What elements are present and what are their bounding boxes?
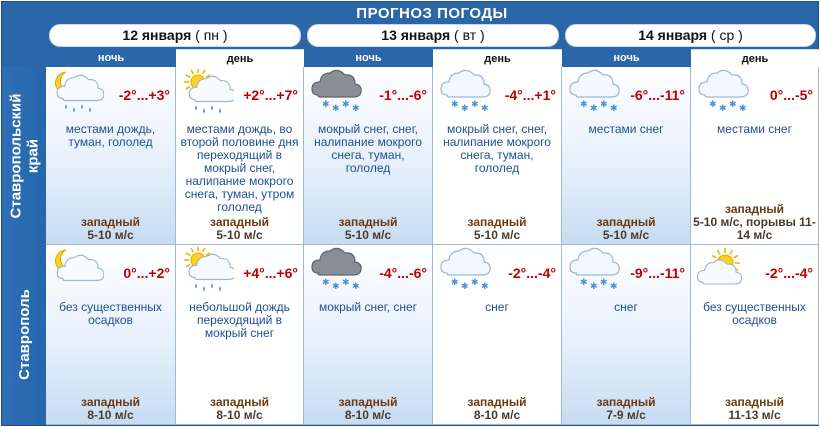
temperature-range: 0°...-5° bbox=[769, 87, 813, 103]
temperature-range: +4°...+6° bbox=[243, 265, 298, 281]
wind-speed: 5-10 м/с, порывы 11-14 м/с bbox=[693, 215, 816, 242]
period-night-header: ночь bbox=[562, 49, 691, 67]
dark-cloud-sleet-icon bbox=[308, 69, 362, 115]
wind-direction: западный bbox=[725, 202, 784, 216]
region-name-line1: Ставрополь bbox=[15, 288, 33, 380]
wind-direction: западный bbox=[81, 395, 140, 409]
date-header bbox=[49, 24, 301, 47]
wind-direction: западный bbox=[81, 215, 140, 229]
wind-direction: западный bbox=[467, 215, 527, 229]
wind-info bbox=[306, 216, 430, 242]
forecast-cell bbox=[562, 245, 691, 425]
temperature-range: -2°...+3° bbox=[118, 87, 170, 103]
forecast-table bbox=[1, 1, 819, 426]
wind-info bbox=[178, 216, 301, 242]
region-name bbox=[16, 289, 33, 380]
weather-description: без существенных осадков bbox=[703, 300, 806, 327]
svg-text:✱: ✱ bbox=[352, 104, 360, 114]
forecast-cell bbox=[46, 67, 176, 245]
forecast-cell bbox=[304, 245, 433, 425]
wind-speed: 5-10 м/с bbox=[216, 228, 263, 242]
wind-speed: 8-10 м/с bbox=[216, 408, 263, 422]
weather-description: без существенных осадков bbox=[59, 300, 162, 327]
wind-speed: 8-10 м/с bbox=[344, 408, 392, 422]
svg-text:✱: ✱ bbox=[580, 100, 588, 110]
dark-cloud-sleet-icon bbox=[308, 247, 362, 293]
svg-text:✱: ✱ bbox=[719, 104, 727, 114]
svg-text:✱: ✱ bbox=[610, 104, 618, 114]
cloud-snow-icon bbox=[437, 69, 491, 115]
wind-speed: 8-10 м/с bbox=[473, 408, 521, 422]
sun-cloud-rain-icon bbox=[180, 247, 234, 293]
wind-info bbox=[306, 396, 430, 422]
sun-cloud-rain-icon bbox=[180, 69, 234, 115]
weather-description: местами дождь, во второй половине дня переходящий в мокрый снег, налипание мокрого снега, туман, утром гололед bbox=[180, 122, 299, 214]
weather-description: небольшой дождь переходящий в мокрый снег bbox=[189, 300, 290, 340]
temperature-range: -9°...-11° bbox=[630, 265, 685, 281]
weather-description: снег bbox=[485, 300, 509, 314]
region-name bbox=[7, 94, 41, 219]
wind-speed: 7-9 м/с bbox=[606, 408, 646, 422]
forecast-cell bbox=[176, 245, 304, 425]
svg-text:✱: ✱ bbox=[342, 100, 350, 110]
wind-speed: 5-10 м/с bbox=[602, 228, 650, 242]
svg-text:✱: ✱ bbox=[471, 100, 479, 110]
wind-direction: западный bbox=[338, 395, 398, 409]
weekday-label: ( ср ) bbox=[710, 27, 743, 43]
date-header bbox=[565, 24, 816, 47]
temperature-range: +2°...+7° bbox=[243, 87, 298, 103]
wind-direction: западный bbox=[467, 395, 527, 409]
svg-text:✱: ✱ bbox=[461, 282, 469, 292]
period-day-header: день bbox=[433, 49, 562, 67]
cloud-snow-icon bbox=[695, 69, 749, 115]
wind-info bbox=[435, 216, 559, 242]
svg-text:✱: ✱ bbox=[580, 278, 588, 288]
wind-direction: западный bbox=[210, 395, 269, 409]
forecast-cell bbox=[691, 67, 819, 245]
weather-description: снег bbox=[614, 300, 638, 314]
svg-text:✱: ✱ bbox=[461, 104, 469, 114]
svg-text:✱: ✱ bbox=[322, 278, 330, 288]
forecast-cell bbox=[562, 67, 691, 245]
region-name-line2: край bbox=[24, 138, 41, 174]
svg-text:✱: ✱ bbox=[451, 100, 459, 110]
svg-text:✱: ✱ bbox=[729, 100, 737, 110]
region-name-line1: Ставропольский bbox=[7, 93, 24, 219]
wind-direction: западный bbox=[338, 215, 398, 229]
weather-description: мокрый снег, снег, налипание мокрого снега, туман, гололед bbox=[443, 122, 551, 175]
svg-text:✱: ✱ bbox=[590, 104, 598, 114]
wind-info bbox=[178, 396, 301, 422]
weekday-label: ( пн ) bbox=[195, 27, 228, 43]
weather-description: местами дождь, туман, гололед bbox=[65, 122, 156, 149]
svg-text:✱: ✱ bbox=[332, 282, 340, 292]
region-label bbox=[2, 67, 46, 245]
period-night-header: ночь bbox=[304, 49, 433, 67]
svg-text:✱: ✱ bbox=[332, 104, 340, 114]
wind-speed: 5-10 м/с bbox=[344, 228, 392, 242]
svg-text:✱: ✱ bbox=[322, 100, 330, 110]
temperature-range: -6°...-11° bbox=[630, 87, 685, 103]
wind-direction: западный bbox=[210, 215, 269, 229]
svg-text:✱: ✱ bbox=[342, 278, 350, 288]
svg-text:✱: ✱ bbox=[590, 282, 598, 292]
wind-info bbox=[693, 203, 816, 242]
svg-text:✱: ✱ bbox=[709, 100, 717, 110]
wind-direction: западный bbox=[725, 395, 784, 409]
cloud-snow-icon bbox=[566, 69, 620, 115]
svg-text:✱: ✱ bbox=[600, 278, 608, 288]
sun-cloud-icon bbox=[695, 247, 749, 293]
date-label: 12 января bbox=[122, 27, 192, 43]
svg-text:✱: ✱ bbox=[739, 104, 747, 114]
period-day-header: день bbox=[691, 49, 819, 67]
svg-text:✱: ✱ bbox=[481, 104, 489, 114]
weather-description: местами снег bbox=[588, 122, 664, 136]
svg-text:✱: ✱ bbox=[352, 282, 360, 292]
wind-direction: западный bbox=[596, 215, 656, 229]
date-header bbox=[307, 24, 559, 47]
period-night-header: ночь bbox=[46, 49, 176, 67]
wind-info bbox=[48, 216, 173, 242]
wind-speed: 11-13 м/с bbox=[728, 408, 781, 422]
temperature-range: -4°...-6° bbox=[379, 265, 427, 281]
temperature-range: -1°...-6° bbox=[379, 87, 427, 103]
wind-speed: 5-10 м/с bbox=[473, 228, 521, 242]
forecast-cell bbox=[176, 67, 304, 245]
region-label bbox=[2, 244, 46, 424]
period-day-header: день bbox=[176, 49, 304, 67]
cloud-snow-icon bbox=[566, 247, 620, 293]
weather-description: мокрый снег, снег, налипание мокрого снега, туман, гололед bbox=[314, 122, 422, 175]
wind-info bbox=[435, 396, 559, 422]
forecast-cell bbox=[46, 245, 176, 425]
temperature-range: -2°...-4° bbox=[765, 265, 813, 281]
date-label: 13 января bbox=[381, 27, 451, 43]
cloud-snow-icon bbox=[437, 247, 491, 293]
moon-cloud-icon bbox=[50, 247, 104, 293]
wind-info bbox=[693, 396, 816, 422]
weekday-label: ( вт ) bbox=[454, 27, 485, 43]
wind-info bbox=[48, 396, 173, 422]
svg-text:✱: ✱ bbox=[600, 100, 608, 110]
moon-cloud-rain-icon bbox=[50, 69, 104, 115]
wind-speed: 5-10 м/с bbox=[87, 228, 134, 242]
svg-text:✱: ✱ bbox=[471, 278, 479, 288]
weather-description: местами снег bbox=[717, 122, 792, 136]
date-label: 14 января bbox=[638, 27, 708, 43]
temperature-range: 0°...+2° bbox=[123, 265, 170, 281]
svg-text:✱: ✱ bbox=[610, 282, 618, 292]
forecast-cell bbox=[433, 245, 562, 425]
svg-text:✱: ✱ bbox=[481, 282, 489, 292]
svg-text:✱: ✱ bbox=[451, 278, 459, 288]
forecast-title: ПРОГНОЗ ПОГОДЫ bbox=[356, 5, 508, 22]
wind-info bbox=[564, 216, 688, 242]
forecast-cell bbox=[304, 67, 433, 245]
temperature-range: -2°...-4° bbox=[508, 265, 556, 281]
temperature-range: -4°...+1° bbox=[504, 87, 556, 103]
wind-info bbox=[564, 396, 688, 422]
forecast-cell bbox=[433, 67, 562, 245]
weather-description: мокрый снег, снег bbox=[318, 300, 418, 314]
forecast-cell bbox=[691, 245, 819, 425]
wind-direction: западный bbox=[596, 395, 656, 409]
wind-speed: 8-10 м/с bbox=[87, 408, 134, 422]
